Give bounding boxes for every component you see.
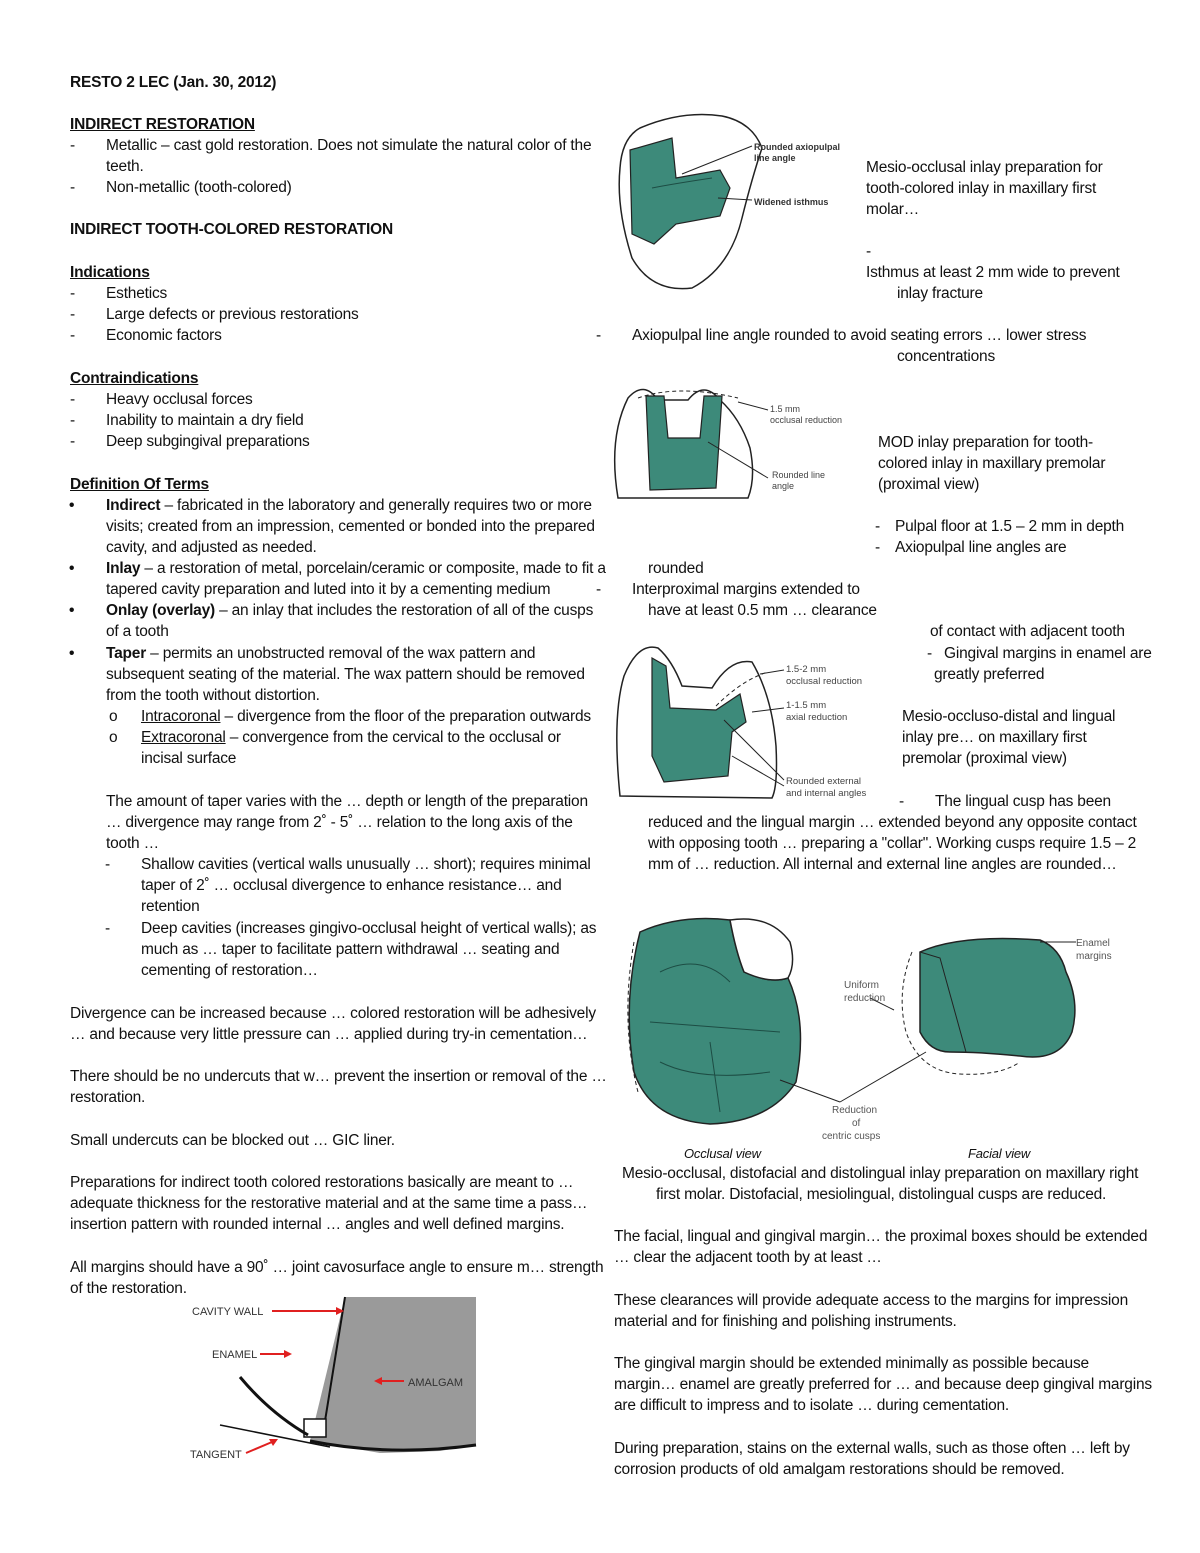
label-depth: 1.5 mm (770, 404, 801, 414)
label-axial-depth: 1-1.5 mm (786, 700, 827, 711)
label-line-angle: line angle (754, 153, 796, 163)
term-text: subsequent seating of the material. The wax pattern should be removed (106, 666, 585, 683)
paragraph-line: with opposing tooth … preparing a "collar". Working cusps require 1.5 – 2 (648, 835, 1137, 852)
term-intracoronal: o Intracoronal – divergence from the floor of the preparation outwards (141, 706, 591, 727)
mo-cusp-reduction-figure (620, 912, 1130, 1144)
label-uniform: Uniform (844, 980, 880, 991)
indirect-heading: INDIRECT RESTORATION (70, 116, 255, 133)
paragraph-line: The gingival margin should be extended minimally as possible because (614, 1355, 1089, 1372)
list-item: inlay fracture (897, 285, 983, 302)
paragraph-line: Preparations for indirect tooth colored restorations basically are meant to … (70, 1174, 574, 1191)
list-item: of contact with adjacent tooth (930, 623, 1125, 640)
mod-inlay-premolar-figure (608, 378, 863, 503)
label-occlusal-reduction: occlusal reduction (770, 415, 843, 425)
paragraph-line: margin… enamel are greatly preferred for … and because deep gingival margins (614, 1376, 1152, 1393)
label-margins: margins (1076, 951, 1112, 962)
figure-caption: colored inlay in maxillary premolar (878, 455, 1106, 472)
list-item: concentrations (897, 348, 996, 365)
label-cavity-wall: CAVITY WALL (192, 1306, 264, 1318)
label-rounded-line: Rounded line (772, 470, 826, 480)
list-item: Isthmus at least 2 mm wide to prevent (866, 264, 1120, 281)
paragraph-line: corrosion products of old amalgam restorations should be removed. (614, 1461, 1065, 1478)
label-centric-cusps: centric cusps (822, 1131, 881, 1142)
paragraph-line: … clear the adjacent tooth by at least … (614, 1249, 882, 1266)
paragraph-line: There should be no undercuts that w… prevent the insertion or removal of the … (70, 1068, 607, 1085)
figure-caption: inlay pre… on maxillary first (902, 729, 1087, 746)
list-item: cementing of restoration… (141, 962, 318, 979)
figure-caption: molar… (866, 201, 920, 218)
list-item: - Axiopulpal line angle rounded to avoid seating errors … lower stress (632, 325, 1086, 346)
amalgam-shape (310, 1297, 476, 1453)
mod-lingual-inlay-figure (612, 636, 887, 801)
label-tangent: TANGENT (190, 1449, 242, 1461)
list-item: - Heavy occlusal forces (106, 389, 253, 410)
paragraph-line: … divergence may range from 2˚ - 5˚ … relation to the long axis of the (106, 814, 573, 831)
label-rounded-angles: Rounded external (786, 776, 861, 787)
term-text: from the tooth without distortion. (106, 687, 320, 704)
label-axial-reduction: axial reduction (786, 712, 848, 723)
list-item: - Non-metallic (tooth-colored) (106, 177, 292, 198)
term-text: of a tooth (106, 623, 169, 640)
occlusal-view-label: Occlusal view (684, 1146, 761, 1161)
paragraph-line: tooth … (106, 835, 159, 852)
label-enamel: ENAMEL (212, 1349, 258, 1361)
label-rounded-axiopulpal: Rounded axiopulpal (754, 142, 841, 152)
list-item: - Large defects or previous restorations (106, 304, 359, 325)
paragraph-line: of the restoration. (70, 1280, 187, 1297)
term-inlay: • Inlay – a restoration of metal, porcelain/ceramic or composite, made to fit a (106, 558, 606, 579)
paragraph-line: adequate thickness for the restorative material and at the same time a pass… (70, 1195, 588, 1212)
paragraph-line: These clearances will provide adequate access to the margins for impression (614, 1292, 1128, 1309)
label-reduction-of: Reduction (832, 1105, 878, 1116)
paragraph-line: The facial, lingual and gingival margin… the proximal boxes should be extended (614, 1228, 1148, 1245)
paragraph-line: The amount of taper varies with the … depth or length of the preparation (106, 793, 588, 810)
paragraph-line: During preparation, stains on the external walls, such as those often … left by (614, 1440, 1130, 1457)
list-item: much as … taper to facilitate pattern withdrawal … seating and (141, 941, 560, 958)
term-text: incisal surface (141, 750, 237, 767)
mo-inlay-molar-figure (612, 108, 857, 303)
figure-caption: first molar. Distofacial, mesiolingual, distolingual cusps are reduced. (656, 1186, 1107, 1203)
list-item: - Deep subgingival preparations (106, 431, 310, 452)
figure-caption: Mesio-occlusal, distofacial and distolingual inlay preparation on maxillary right (622, 1165, 1139, 1182)
arrow-icon (284, 1350, 292, 1358)
term-text: visits; created from an impression, cemented or bonded into the prepared (106, 518, 595, 535)
paragraph-line: Divergence can be increased because … colored restoration will be adhesively (70, 1005, 596, 1022)
label-occlusal-reduction: occlusal reduction (786, 676, 863, 687)
label-enamel: Enamel (1076, 938, 1110, 949)
paragraph-line: Small undercuts can be blocked out … GIC liner. (70, 1132, 395, 1149)
list-item: - Metallic – cast gold restoration. Does not simulate the natural color of the (106, 135, 591, 156)
label-of: of (852, 1118, 861, 1129)
paragraph-line: reduced and the lingual margin … extended beyond any opposite contact (648, 814, 1137, 831)
term-text: cavity, and adjusted as needed. (106, 539, 317, 556)
list-item: have at least 0.5 mm … clearance (648, 602, 877, 619)
list-item: - Deep cavities (increases gingivo-occlusal height of vertical walls); as (141, 918, 596, 939)
label-widened-isthmus: Widened isthmus (754, 197, 829, 207)
figure-caption: Mesio-occluso-distal and lingual (902, 708, 1116, 725)
paragraph-line: material and for finishing and polishing instruments. (614, 1313, 957, 1330)
list-item: greatly preferred (934, 666, 1045, 683)
paragraph-line: restoration. (70, 1089, 146, 1106)
list-item: - Esthetics (106, 283, 167, 304)
term-taper: • Taper – permits an unobstructed removal of the wax pattern and (106, 643, 535, 664)
term-extracoronal: o Extracoronal – convergence from the cervical to the occlusal or (141, 727, 561, 748)
figure-caption: (proximal view) (878, 476, 980, 493)
indications-heading: Indications (70, 264, 150, 281)
paragraph-line: … and because very little pressure can … applied during try-in cementation… (70, 1026, 588, 1043)
facial-view-label: Facial view (968, 1146, 1031, 1161)
list-item: - Economic factors (106, 325, 222, 346)
document-title: RESTO 2 LEC (Jan. 30, 2012) (70, 74, 277, 91)
definitions-heading: Definition Of Terms (70, 476, 209, 493)
list-item: teeth. (106, 158, 144, 175)
list-item: taper of 2˚ … occlusal divergence to enhance resistance… and (141, 877, 562, 894)
label-internal-angles: and internal angles (786, 788, 867, 799)
list-item: - Interproximal margins extended to (632, 579, 860, 600)
figure-caption: premolar (proximal view) (902, 750, 1067, 767)
list-marker: - (866, 243, 871, 260)
label-depth: 1.5-2 mm (786, 664, 827, 675)
term-indirect: • Indirect – fabricated in the laboratory and generally requires two or more (106, 495, 592, 516)
figure-caption: tooth-colored inlay in maxillary first (866, 180, 1097, 197)
facial-preparation (920, 939, 1075, 1058)
itc-heading: INDIRECT TOOTH-COLORED RESTORATION (70, 221, 394, 238)
cavosurface-angle-figure (180, 1295, 480, 1465)
paragraph-line: All margins should have a 90˚ … joint cavosurface angle to ensure m… strength (70, 1259, 604, 1276)
figure-caption: Mesio-occlusal inlay preparation for (866, 159, 1103, 176)
term-text: tapered cavity preparation and luted into it by a cementing medium (106, 581, 551, 598)
label-reduction: reduction (844, 993, 886, 1004)
list-item: - Inability to maintain a dry field (106, 410, 304, 431)
paragraph-line: mm of … reduction. All internal and external line angles are rounded… (648, 856, 1117, 873)
paragraph-line: are difficult to impress and to isolate … during cementation. (614, 1397, 1010, 1414)
figure-caption: MOD inlay preparation for tooth- (878, 434, 1094, 451)
list-item: rounded (648, 560, 704, 577)
contraindications-heading: Contraindications (70, 370, 199, 387)
enamel-curve (240, 1377, 308, 1435)
term-onlay: • Onlay (overlay) – an inlay that includes the restoration of all of the cusps (106, 600, 593, 621)
label-amalgam: AMALGAM (408, 1377, 464, 1389)
label-angle: angle (772, 481, 795, 491)
list-item: retention (141, 898, 200, 915)
list-item: - Shallow cavities (vertical walls unusually … short); requires minimal (141, 854, 591, 875)
paragraph-line: insertion pattern with rounded internal … angles and well defined margins. (70, 1216, 565, 1233)
